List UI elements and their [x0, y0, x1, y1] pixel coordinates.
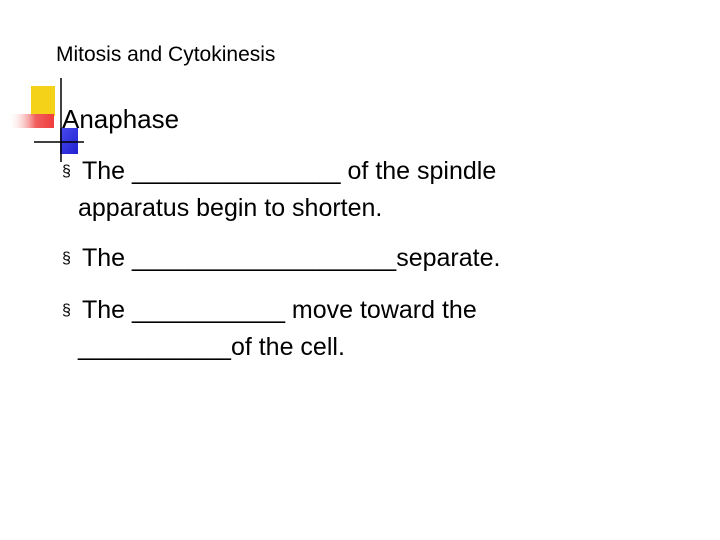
bullet-marker: § — [62, 302, 71, 319]
bullet-text: The ___________________separate. — [82, 244, 501, 272]
bullet-item-1 — [62, 153, 496, 226]
slide-title: Mitosis and Cytokinesis — [56, 43, 276, 66]
decor-yellow-square — [31, 86, 55, 116]
bullet-text: apparatus begin to shorten. — [78, 194, 383, 222]
bullet-text: The _______________ of the spindle — [82, 157, 497, 185]
decor-red-bar — [8, 114, 54, 128]
subtitle: Anaphase — [62, 104, 180, 134]
bullet-marker: § — [62, 163, 71, 180]
bullet-item-2 — [62, 240, 500, 277]
bullet-text: The ___________ move toward the — [82, 296, 477, 324]
bullet-text: ___________of the cell. — [78, 333, 345, 361]
bullet-item-3 — [62, 292, 477, 365]
bullet-marker: § — [62, 250, 71, 267]
